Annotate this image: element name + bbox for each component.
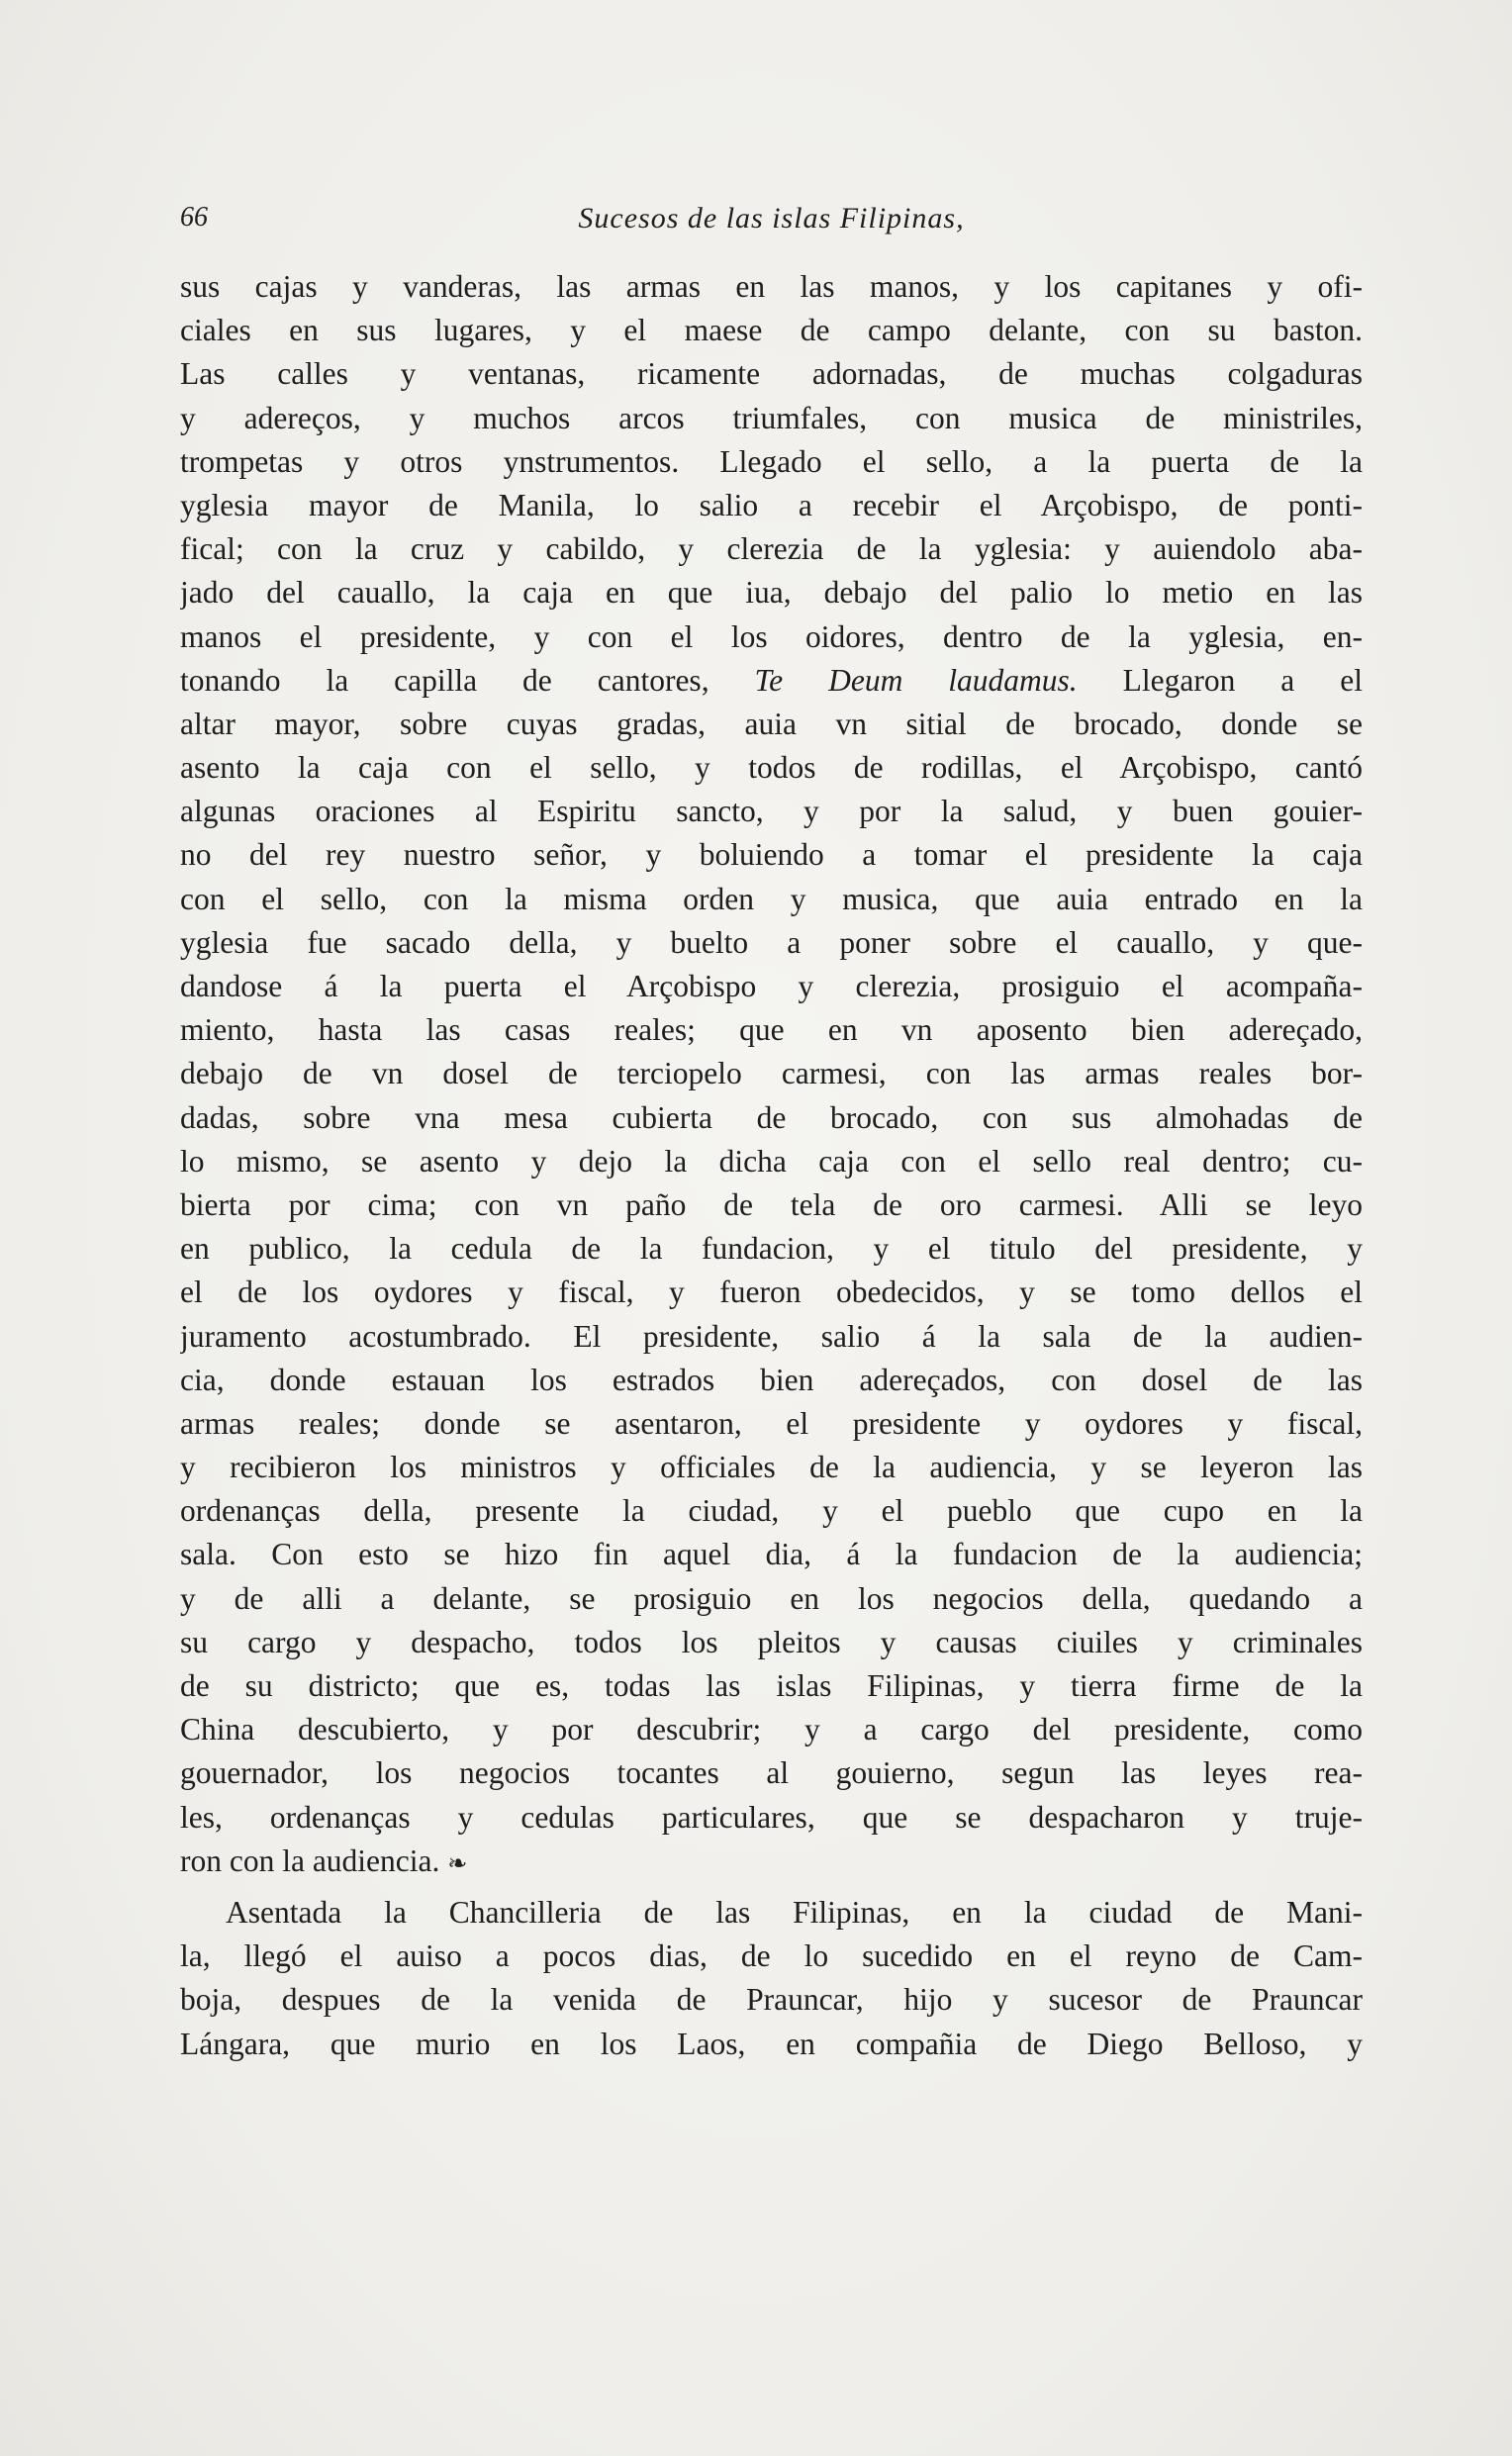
- text-line: algunas oraciones al Espiritu sancto, y por la salud, y buen gouier-: [180, 794, 1363, 829]
- text-line: cia, donde estauan los estrados bien adereçados, con dosel de las: [180, 1362, 1363, 1397]
- text-line-with-italic: [180, 659, 1363, 703]
- text-line: yglesia fue sacado della, y buelto a poner sobre el cauallo, y que-: [180, 924, 1363, 960]
- text-line: ciales en sus lugares, y el maese de campo delante, con su baston.: [180, 313, 1363, 348]
- page-header: [180, 202, 1363, 241]
- text-line: de su districto; que es, todas las islas Filipinas, y tierra firme de la: [180, 1668, 1363, 1703]
- text-line: yglesia mayor de Manila, lo salio a recebir el Arçobispo, de ponti-: [180, 487, 1363, 522]
- text-line: jado del cauallo, la caja en que iua, debajo del palio lo metio en las: [180, 575, 1363, 611]
- text-line: en publico, la cedula de la fundacion, y el titulo del presidente, y: [180, 1231, 1363, 1267]
- text-line: gouernador, los negocios tocantes al gouierno, segun las leyes rea-: [180, 1755, 1363, 1791]
- text-line: bierta por cima; con vn paño de tela de oro carmesi. Alli se leyo: [180, 1186, 1363, 1222]
- text-line: trompetas y otros ynstrumentos. Llegado el sello, a la puerta de la: [180, 443, 1363, 479]
- text-line-final: [180, 1840, 1363, 1883]
- fleuron-ornament-icon: ❧: [447, 1850, 468, 1877]
- text-line: les, ordenanças y cedulas particulares, que se despacharon y truje-: [180, 1799, 1363, 1835]
- text-line: China descubierto, y por descubrir; y a cargo del presidente, como: [180, 1712, 1363, 1748]
- paragraph-1: [180, 265, 1363, 1883]
- text-line: asento la caja con el sello, y todos de rodillas, el Arçobispo, cantó: [180, 750, 1363, 786]
- text-line: manos el presidente, y con el los oidores, dentro de la yglesia, en-: [180, 618, 1363, 654]
- text-line: sus cajas y vanderas, las armas en las manos, y los capitanes y ofi-: [180, 269, 1363, 304]
- text-line: lo mismo, se asento y dejo la dicha caja con el sello real dentro; cu-: [180, 1143, 1363, 1179]
- text-segment: tonando la capilla de cantores,: [180, 662, 755, 698]
- text-segment: ron con la audiencia.: [180, 1842, 440, 1878]
- text-line: y de alli a delante, se prosiguio en los negocios della, quedando a: [180, 1580, 1363, 1616]
- text-line: sala. Con esto se hizo fin aquel dia, á la fundacion de la audiencia;: [180, 1537, 1363, 1572]
- text-line: Las calles y ventanas, ricamente adornadas, de muchas colgaduras: [180, 356, 1363, 392]
- text-line: altar mayor, sobre cuyas gradas, auia vn sitial de brocado, donde se: [180, 706, 1363, 741]
- page-number: 66: [180, 202, 208, 233]
- text-line: no del rey nuestro señor, y boluiendo a tomar el presidente la caja: [180, 837, 1363, 873]
- text-line: su cargo y despacho, todos los pleitos y causas ciuiles y criminales: [180, 1624, 1363, 1659]
- body-text: [180, 265, 1363, 2066]
- text-line: debajo de vn dosel de terciopelo carmesi, con las armas reales bor-: [180, 1056, 1363, 1091]
- running-title: Sucesos de las islas Filipinas,: [578, 202, 965, 235]
- text-segment: Llegaron a el: [1077, 662, 1363, 698]
- text-line: el de los oydores y fiscal, y fueron obedecidos, y se tomo dellos el: [180, 1275, 1363, 1310]
- text-line: fical; con la cruz y cabildo, y clerezia de la yglesia: y auiendolo aba-: [180, 531, 1363, 567]
- text-line: boja, despues de la venida de Prauncar, hijo y sucesor de Prauncar: [180, 1982, 1363, 2018]
- text-line: armas reales; donde se asentaron, el presidente y oydores y fiscal,: [180, 1405, 1363, 1441]
- paragraph-gap: [180, 1883, 1363, 1891]
- text-line: dandose á la puerta el Arçobispo y clerezia, prosiguio el acompaña-: [180, 969, 1363, 1003]
- latin-hymn-title: Te Deum laudamus.: [754, 662, 1078, 698]
- text-line: y recibieron los ministros y officiales de la audiencia, y se leyeron las: [180, 1450, 1363, 1485]
- text-line: con el sello, con la misma orden y musica, que auia entrado en la: [180, 881, 1363, 916]
- text-line: juramento acostumbrado. El presidente, salio á la sala de la audien-: [180, 1318, 1363, 1354]
- text-line: la, llegó el auiso a pocos dias, de lo sucedido en el reyno de Cam-: [180, 1938, 1363, 1974]
- text-line: y adereços, y muchos arcos triumfales, con musica de ministriles,: [180, 400, 1363, 435]
- text-line: Lángara, que murio en los Laos, en compañia de Diego Belloso, y: [180, 2026, 1363, 2061]
- text-line: dadas, sobre vna mesa cubierta de brocado, con sus almohadas de: [180, 1099, 1363, 1135]
- text-line: Asentada la Chancilleria de las Filipinas, en la ciudad de Mani-: [226, 1894, 1363, 1930]
- text-line: ordenanças della, presente la ciudad, y el pueblo que cupo en la: [180, 1493, 1363, 1529]
- text-line: miento, hasta las casas reales; que en vn aposento bien adereçado,: [180, 1012, 1363, 1048]
- paragraph-2: [180, 1891, 1363, 2066]
